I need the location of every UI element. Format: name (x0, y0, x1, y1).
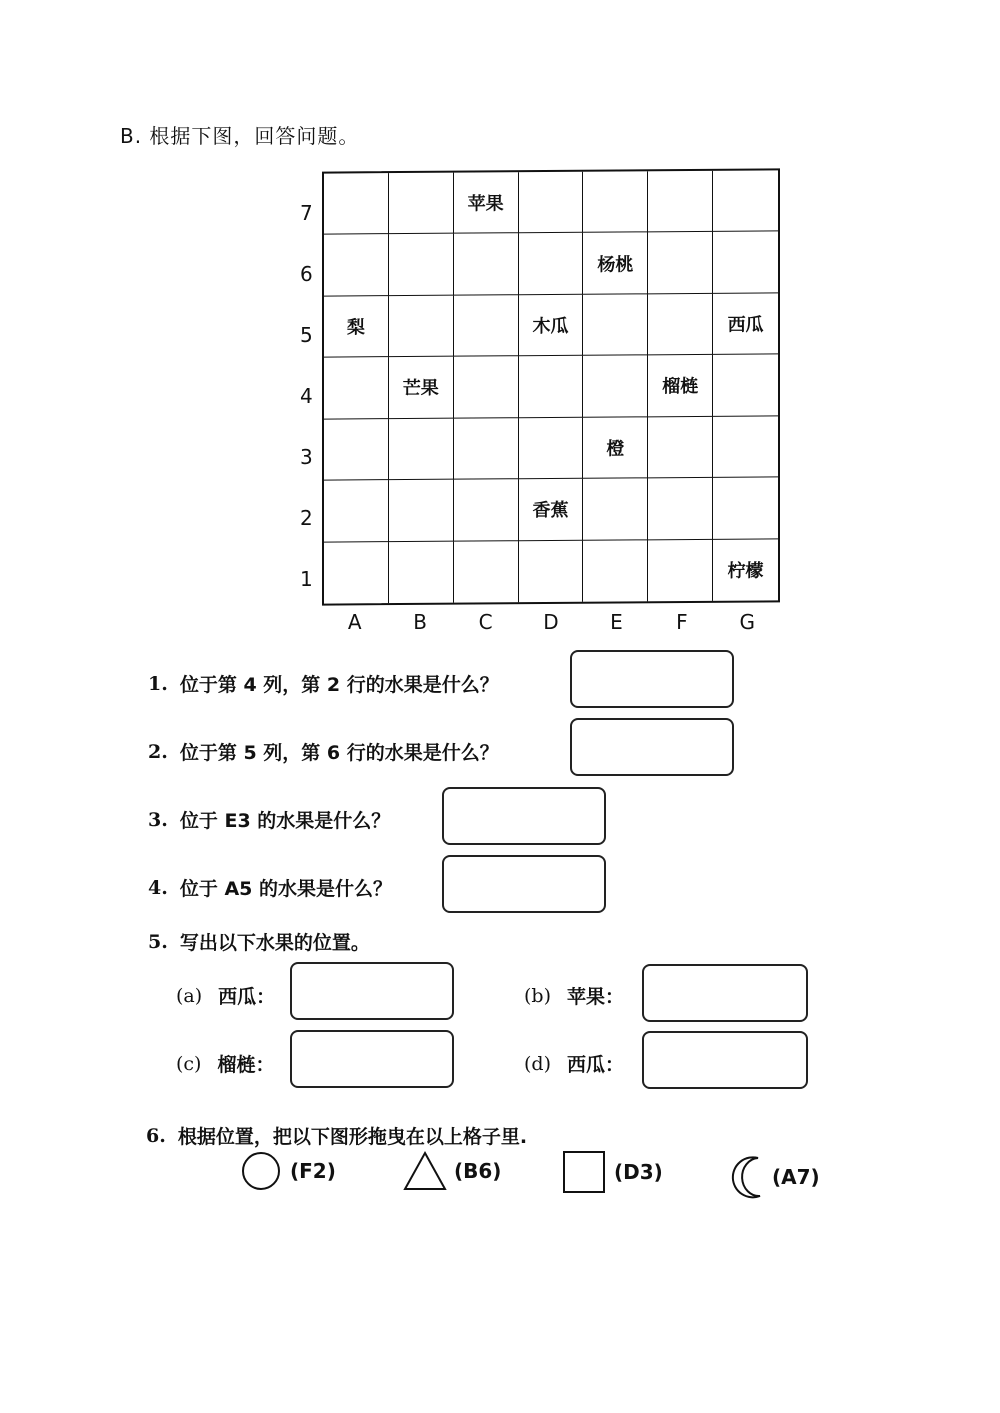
grid-cell[interactable]: 杨桃 (583, 233, 648, 295)
grid-cell[interactable] (648, 539, 713, 601)
grid-cell[interactable] (454, 479, 519, 541)
q5-item-d (524, 1050, 624, 1077)
grid-cell[interactable] (454, 418, 519, 480)
row-label: 6 (300, 261, 313, 286)
grid-cell[interactable] (648, 294, 713, 356)
col-label: G (739, 610, 756, 634)
question-text: 写出以下水果的位置。 (179, 932, 370, 954)
question-number: 4. (148, 876, 168, 899)
grid-cell[interactable] (519, 233, 584, 295)
grid-cell[interactable] (519, 417, 584, 479)
grid-cell[interactable]: 柠檬 (727, 560, 764, 583)
grid-cell[interactable] (583, 356, 648, 418)
triangle-icon[interactable] (402, 1150, 448, 1192)
col-label: C (478, 610, 493, 634)
question-number: 2. (148, 740, 168, 763)
grid-cell[interactable] (389, 296, 454, 358)
answer-box-5a[interactable] (290, 962, 454, 1020)
col-label: A (347, 610, 362, 634)
question-number: 1. (148, 672, 168, 695)
grid-cell[interactable] (454, 234, 519, 296)
shape-position-label: (A7) (772, 1165, 820, 1189)
item-letter: (b) (524, 984, 551, 1007)
col-label: B (413, 610, 427, 634)
grid-cell[interactable] (713, 478, 778, 540)
grid-cell[interactable] (648, 478, 713, 540)
section-header: B. 根据下图，回答问题。 (120, 124, 360, 148)
grid-cell[interactable] (324, 480, 389, 542)
item-label: 西瓜： (218, 986, 276, 1008)
grid-cell[interactable] (389, 234, 454, 296)
item-label: 榴梿： (217, 1054, 275, 1076)
shape-position-label: (D3) (614, 1160, 663, 1184)
question-text: 位于 A5 的水果是什么？ (179, 878, 392, 900)
answer-box-1[interactable] (570, 650, 734, 708)
fruit-grid[interactable] (322, 168, 780, 605)
grid-cell[interactable]: 香蕉 (519, 479, 584, 541)
grid-cell[interactable]: 梨 (324, 296, 389, 358)
question-3 (148, 806, 390, 833)
grid-cell[interactable] (324, 419, 389, 481)
answer-box-5d[interactable] (642, 1031, 808, 1089)
row-label: 3 (300, 444, 313, 469)
shape-position-label: (F2) (290, 1159, 336, 1183)
grid-cell[interactable] (713, 170, 778, 232)
row-label: 1 (300, 566, 313, 591)
grid-cell[interactable] (454, 357, 519, 419)
circle-icon[interactable] (240, 1150, 282, 1192)
grid-cell[interactable] (583, 294, 648, 356)
grid-cell[interactable] (454, 541, 519, 603)
question-1 (148, 670, 499, 697)
answer-box-5b[interactable] (642, 964, 808, 1022)
answer-box-2[interactable] (570, 718, 734, 776)
grid-cell[interactable]: 芒果 (389, 357, 454, 419)
grid-cell[interactable] (648, 232, 713, 294)
item-letter: (c) (176, 1052, 202, 1075)
grid-cell[interactable] (519, 356, 584, 418)
grid-cell[interactable] (583, 171, 648, 233)
grid-cell[interactable] (713, 416, 778, 478)
row-labels (300, 182, 320, 609)
col-label: D (543, 610, 559, 634)
shape-triangle-item[interactable] (402, 1150, 501, 1192)
square-icon[interactable] (562, 1150, 606, 1194)
question-number: 3. (148, 808, 168, 831)
shape-crescent-item[interactable] (726, 1154, 820, 1200)
q5-item-a (176, 982, 275, 1009)
item-letter: (a) (176, 984, 203, 1007)
grid-cell[interactable] (454, 295, 519, 357)
grid-cell[interactable]: 木瓜 (519, 295, 584, 357)
grid-cell[interactable] (324, 542, 389, 604)
grid-cell[interactable] (324, 173, 389, 235)
q5-item-c (176, 1050, 274, 1077)
grid-cell[interactable] (519, 172, 584, 234)
col-label: E (610, 610, 623, 634)
row-label: 5 (300, 322, 313, 347)
grid-cell[interactable]: 橙 (583, 417, 648, 479)
question-5 (148, 928, 370, 955)
row-label: 2 (300, 505, 313, 530)
column-labels (322, 610, 780, 634)
row-label: 7 (300, 200, 313, 225)
question-text: 根据位置，把以下图形拖曳在以上格子里. (177, 1126, 528, 1148)
grid-cell[interactable] (583, 540, 648, 602)
grid-cell[interactable] (324, 357, 389, 419)
question-6 (146, 1122, 527, 1149)
grid-cell[interactable] (324, 235, 389, 297)
grid-cell[interactable] (713, 355, 778, 417)
row-label: 4 (300, 383, 313, 408)
grid-cell[interactable]: 西瓜 (713, 293, 778, 355)
q5-item-b (524, 982, 624, 1009)
grid-cell[interactable] (389, 418, 454, 480)
grid-cell[interactable] (648, 417, 713, 479)
answer-box-3[interactable] (442, 787, 606, 845)
grid-cell[interactable] (648, 171, 713, 233)
grid-cell[interactable] (583, 478, 648, 540)
col-label: F (676, 610, 688, 634)
item-letter: (d) (524, 1052, 551, 1075)
question-number: 5. (148, 930, 168, 953)
shape-circle-item[interactable] (240, 1150, 336, 1192)
grid-cell[interactable]: 榴梿 (648, 355, 713, 417)
question-4 (148, 874, 392, 901)
answer-box-4[interactable] (442, 855, 606, 913)
grid-cell[interactable] (713, 232, 778, 294)
question-text: 位于第 4 列，第 2 行的水果是什么？ (179, 674, 499, 696)
question-number: 6. (146, 1124, 166, 1147)
shape-position-label: (B6) (454, 1159, 502, 1183)
grid-cell[interactable] (519, 540, 584, 602)
question-text: 位于第 5 列，第 6 行的水果是什么？ (179, 742, 499, 764)
grid-cell[interactable] (389, 480, 454, 542)
crescent-icon[interactable] (726, 1154, 768, 1200)
grid-cell[interactable] (389, 541, 454, 603)
question-2 (148, 738, 499, 765)
grid-cell[interactable] (389, 173, 454, 235)
question-text: 位于 E3 的水果是什么？ (179, 810, 391, 832)
shape-square-item[interactable] (562, 1150, 663, 1194)
grid-cell[interactable]: 苹果 (454, 172, 519, 234)
item-label: 苹果： (567, 986, 625, 1008)
item-label: 西瓜： (567, 1054, 625, 1076)
answer-box-5c[interactable] (290, 1030, 454, 1088)
